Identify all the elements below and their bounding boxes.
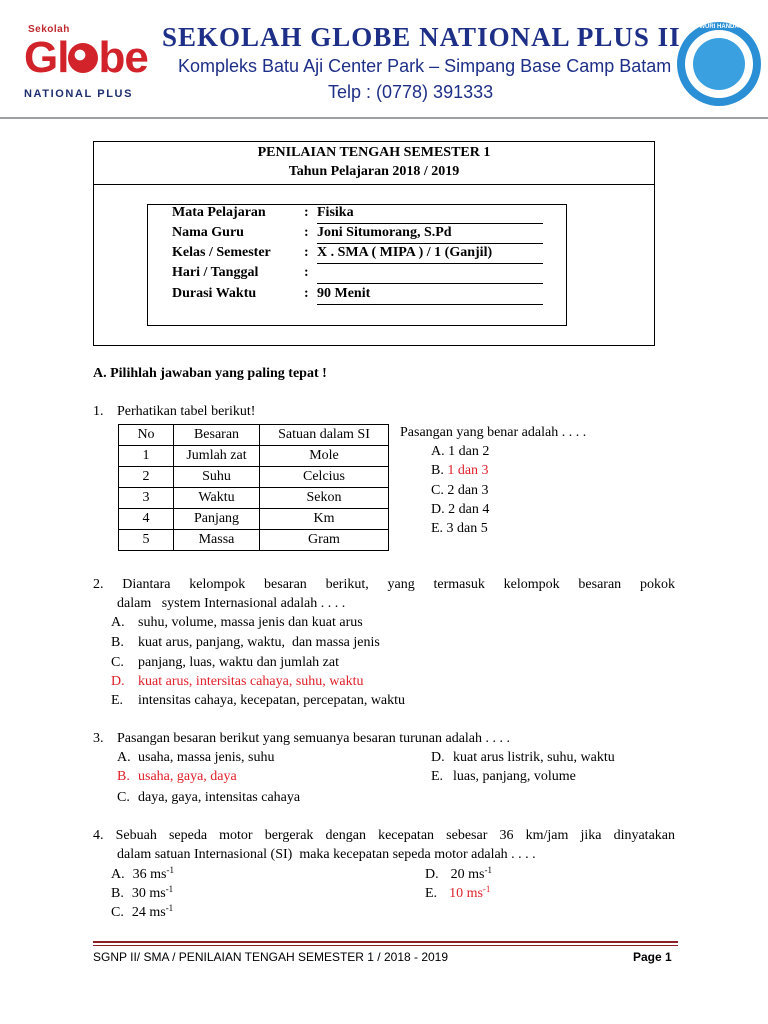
- q2-word: yang: [387, 577, 415, 592]
- q4-option-c: [111, 905, 173, 921]
- globe-icon: [68, 43, 98, 73]
- q4-line1: [93, 828, 675, 844]
- seal-text: TUT WURI HANDAYANI: [686, 24, 752, 30]
- table-row: [119, 488, 389, 509]
- table-header-cell: Satuan dalam SI: [260, 425, 389, 446]
- q3-option-e-letter: E.: [431, 769, 444, 784]
- info-label: Durasi Waktu: [172, 286, 257, 301]
- q4-option-value: 24: [131, 905, 146, 920]
- q4-option-exponent: -1: [165, 903, 174, 913]
- table-cell: 5: [119, 530, 174, 551]
- q4-word: sepeda: [168, 828, 208, 843]
- q4-option-unit: ms: [468, 867, 485, 882]
- q4-option-letter: C.: [111, 905, 124, 920]
- q2-word: pokok: [639, 577, 675, 592]
- logo-big-suffix: be: [98, 33, 148, 82]
- q2-word: termasuk: [433, 577, 485, 592]
- table-cell: Jumlah zat: [174, 446, 260, 467]
- q4-line2: dalam satuan Internasional (SI) maka kecepatan sepeda motor adalah . . . .: [117, 847, 536, 862]
- quantity-unit-table: [118, 424, 389, 551]
- q2-line1: [93, 577, 675, 593]
- table-cell: 4: [119, 509, 174, 530]
- q3-option-c-letter: C.: [117, 790, 130, 805]
- q4-option-value: 36: [132, 867, 147, 882]
- q2-option-c-letter: C.: [111, 655, 124, 670]
- q4-option-e-answer: [449, 886, 490, 901]
- logo-sub-text: NATIONAL PLUS: [24, 88, 134, 100]
- q3-text: Pasangan besaran berikut yang semuanya besaran turunan adalah . . . .: [117, 731, 511, 746]
- q2-word: berikut,: [325, 577, 369, 592]
- school-phone: Telp : (0778) 391333: [328, 82, 494, 102]
- q4-option-exponent: -1: [482, 884, 491, 894]
- info-colon: :: [304, 286, 309, 301]
- table-row: [119, 509, 389, 530]
- q4-word: 4.: [93, 828, 104, 843]
- q4-option-value: 10: [449, 886, 464, 901]
- info-label: Kelas / Semester: [172, 245, 271, 260]
- table-cell: Suhu: [174, 467, 260, 488]
- q4-word: motor: [219, 828, 253, 843]
- q4-option-d: [425, 867, 492, 883]
- school-logo: [22, 24, 157, 106]
- table-row: [119, 530, 389, 551]
- logo-big-text: [24, 34, 148, 82]
- q4-option-letter: E.: [425, 886, 438, 901]
- q2-option-a-letter: A.: [111, 615, 125, 630]
- q2-word: besaran: [264, 577, 307, 592]
- q2-word: kelompok: [503, 577, 560, 592]
- section-a-heading: A. Pilihlah jawaban yang paling tepat !: [93, 366, 327, 381]
- logo-big-prefix: Gl: [24, 33, 69, 82]
- q4-option-letter: A.: [111, 867, 125, 882]
- q3-option-c-text: daya, gaya, intensitas cahaya: [138, 790, 301, 805]
- logo-small-text: Sekolah: [28, 24, 70, 35]
- table-header-cell: Besaran: [174, 425, 260, 446]
- q4-word: jika: [580, 828, 602, 843]
- info-colon: :: [304, 225, 309, 240]
- q4-word: dengan: [325, 828, 366, 843]
- info-label: Hari / Tanggal: [172, 265, 259, 280]
- school-address: Kompleks Batu Aji Center Park – Simpang Base Camp Batam: [178, 56, 672, 76]
- q2-word: kelompok: [189, 577, 246, 592]
- q4-option-unit: ms: [149, 886, 166, 901]
- info-value: X . SMA ( MIPA ) / 1 (Ganjil): [317, 245, 543, 264]
- q2-option-a-text: suhu, volume, massa jenis dan kuat arus: [138, 615, 363, 630]
- q4-option-value: 30: [131, 886, 146, 901]
- q1-option-a: A. 1 dan 2: [431, 444, 490, 459]
- exam-title-divider: [93, 184, 655, 185]
- q1-option-b-answer: 1 dan 3: [447, 463, 489, 478]
- q4-option-exponent: -1: [166, 865, 174, 875]
- q2-option-e-text: intensitas cahaya, kecepatan, percepatan, waktu: [138, 693, 406, 708]
- q4-option-value: 20: [450, 867, 465, 882]
- seal-inner: [693, 38, 745, 90]
- table-cell: Gram: [260, 530, 389, 551]
- q3-option-a-text: usaha, massa jenis, suhu: [138, 750, 275, 765]
- q2-word: Diantara: [122, 577, 171, 592]
- q3-option-d-letter: D.: [431, 750, 445, 765]
- q4-option-unit: ms: [466, 886, 483, 901]
- q4-word: dinyatakan: [613, 828, 675, 843]
- table-cell: Mole: [260, 446, 389, 467]
- q1-prompt: Pasangan yang benar adalah . . . .: [400, 425, 587, 440]
- q1-number: 1.: [93, 404, 104, 419]
- q4-option-exponent: -1: [165, 884, 174, 894]
- table-header-cell: No: [119, 425, 174, 446]
- q4-word: 36: [499, 828, 514, 843]
- q4-option-letter: D.: [425, 867, 439, 882]
- info-colon: :: [304, 245, 309, 260]
- tut-wuri-handayani-seal-icon: [677, 22, 761, 106]
- q1-text: Perhatikan tabel berikut!: [117, 404, 256, 419]
- q3-option-b-text: usaha, gaya, daya: [138, 769, 237, 784]
- table-cell: Sekon: [260, 488, 389, 509]
- table-row: [119, 467, 389, 488]
- info-value: [317, 265, 543, 284]
- school-name: SEKOLAH GLOBE NATIONAL PLUS II: [162, 22, 681, 52]
- table-cell: 2: [119, 467, 174, 488]
- info-value: Joni Situmorang, S.Pd: [317, 225, 543, 244]
- table-cell: Km: [260, 509, 389, 530]
- exam-title-block: [93, 141, 655, 181]
- q3-option-a-letter: A.: [117, 750, 131, 765]
- q1-option-d: D. 2 dan 4: [431, 502, 490, 517]
- table-header-row: [119, 425, 389, 446]
- table-row: [119, 446, 389, 467]
- q4-option-a: [111, 867, 174, 883]
- table-cell: 1: [119, 446, 174, 467]
- q2-word: besaran: [578, 577, 622, 592]
- q4-word: kecepatan: [378, 828, 435, 843]
- q2-line2: dalam system Internasional adalah . . . .: [117, 596, 346, 611]
- q3-option-e-text: luas, panjang, volume: [453, 769, 576, 784]
- q3-number: 3.: [93, 731, 104, 746]
- q2-option-d-text: kuat arus, intersitas cahaya, suhu, waktu: [138, 674, 364, 689]
- q1-option-e: E. 3 dan 5: [431, 521, 488, 536]
- info-value: 90 Menit: [317, 286, 543, 305]
- q4-option-e: [425, 886, 490, 902]
- q2-option-b-letter: B.: [111, 635, 124, 650]
- info-colon: :: [304, 205, 309, 220]
- info-colon: :: [304, 265, 309, 280]
- info-label: Nama Guru: [172, 225, 244, 240]
- q4-word: km/jam: [525, 828, 569, 843]
- q1-option-b-letter: B.: [431, 463, 448, 478]
- table-cell: Massa: [174, 530, 260, 551]
- q2-option-c-text: panjang, luas, waktu dan jumlah zat: [138, 655, 339, 670]
- q2-word: 2.: [93, 577, 104, 592]
- info-value: Fisika: [317, 205, 543, 224]
- q4-word: Sebuah: [115, 828, 157, 843]
- q3-option-d-text: kuat arus listrik, suhu, waktu: [453, 750, 615, 765]
- table-cell: Celcius: [260, 467, 389, 488]
- q4-option-letter: B.: [111, 886, 124, 901]
- q2-option-e-letter: E.: [111, 693, 124, 708]
- q4-option-exponent: -1: [484, 865, 492, 875]
- exam-year: Tahun Pelajaran 2018 / 2019: [288, 164, 460, 179]
- q2-option-b-text: kuat arus, panjang, waktu, dan massa jenis: [138, 635, 380, 650]
- exam-title: PENILAIAN TENGAH SEMESTER 1: [257, 145, 491, 160]
- q2-option-d-letter: D.: [111, 674, 125, 689]
- footer-text: SGNP II/ SMA / PENILAIAN TENGAH SEMESTER 1 / 2018 - 2019: [93, 950, 449, 964]
- table-cell: 3: [119, 488, 174, 509]
- q4-word: sebesar: [446, 828, 488, 843]
- footer-divider: [93, 941, 678, 943]
- page-number: Page 1: [633, 950, 672, 964]
- q4-word: bergerak: [264, 828, 314, 843]
- table-cell: Waktu: [174, 488, 260, 509]
- q1-option-c: C. 2 dan 3: [431, 483, 489, 498]
- q4-option-unit: ms: [149, 905, 166, 920]
- info-label: Mata Pelajaran: [172, 205, 266, 220]
- table-cell: Panjang: [174, 509, 260, 530]
- q1-option-b: [431, 463, 489, 479]
- q3-option-b-letter: B.: [117, 769, 130, 784]
- q4-option-b: [111, 886, 173, 902]
- q4-option-unit: ms: [150, 867, 167, 882]
- header-divider: [0, 117, 768, 119]
- footer-divider-thin: [93, 945, 678, 946]
